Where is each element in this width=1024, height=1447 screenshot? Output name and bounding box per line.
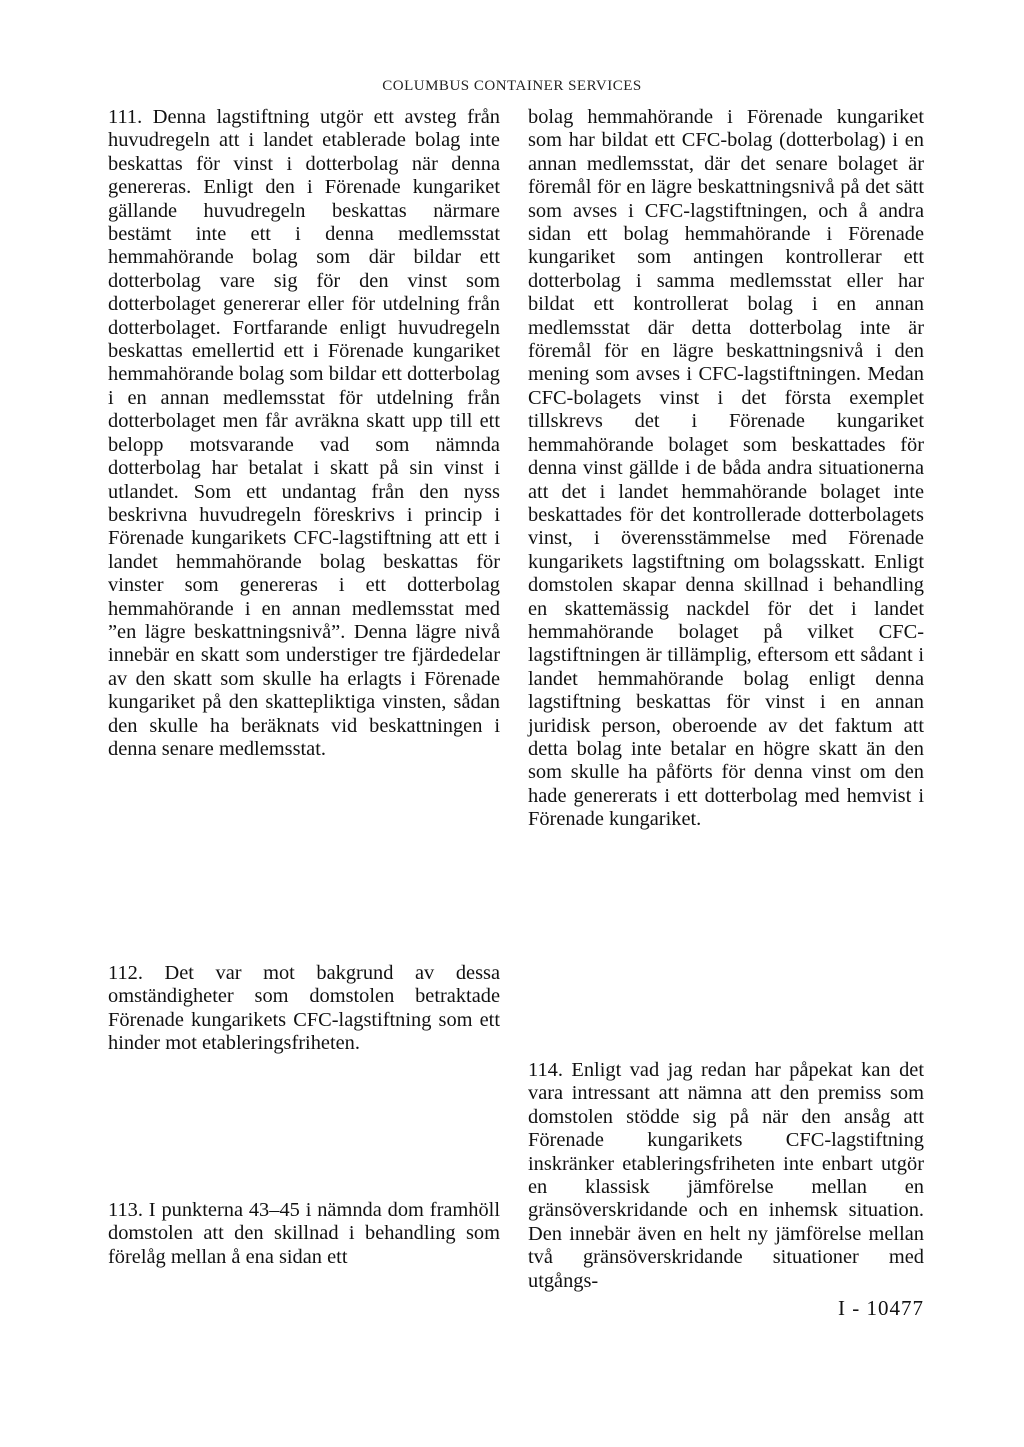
- running-header: COLUMBUS CONTAINER SERVICES: [382, 78, 642, 94]
- paragraph-112: 112. Det var mot bakgrund av dessa omständigheter som domstolen betraktade Förenade kungarikets CFC-lagstiftning som ett hinder mot etableringsfriheten.: [108, 962, 500, 1055]
- paragraph-114: 114. Enligt vad jag redan har påpekat kan det vara intressant att nämna att den premiss som domstolen stödde sig på när den ansåg att Förenade kungarikets CFC-lagstiftning inskränker etableringsfriheten inte enbart utgör en klassisk jämförelse mellan en gränsöverskridande och en inhemsk situation. Den innebär även en helt ny jämförelse mellan två gränsöverskridande situationer med utgångs-: [528, 1059, 924, 1292]
- paragraph-111: 111. Denna lagstiftning utgör ett avsteg från huvudregeln att i landet etablerade bolag inte beskattas för vinst i dotterbolag när denna genereras. Enligt den i Förenade kungariket gällande huvudregeln beskattas närmare bestämt inte ett i denna medlemsstat hemmahörande bolag som där bildar ett dotterbolag vare sig för den vinst som dotterbolaget genererar eller för utdelning från dotterbolaget. Fortfarande enligt huvudregeln beskattas emellertid ett i Förenade kungariket hemmahörande bolag som bildar ett dotterbolag i en annan medlemsstat för utdelning från dotterbolaget men får avräkna skatt upp till ett belopp motsvarande vad som nämnda dotterbolag har betalat i skatt på sin vinst i utlandet. Som ett undantag från den nyss beskrivna huvudregeln föreskrivs i princip i Förenade kungarikets CFC-lagstiftning att ett i landet hemmahörande bolag beskattas för vinster som genereras i ett dotterbolag hemmahörande i en annan medlemsstat med ”en lägre beskattningsnivå”. Denna lägre nivå innebär en skatt som understiger tre fjärdedelar av den skatt som skulle ha erlagts i Förenade kungariket på den skattepliktiga vinsten, sådan den skulle ha beräknats vid beskattningen i denna senare medlemsstat.: [108, 106, 500, 760]
- paragraph-113: 113. I punkterna 43–45 i nämnda dom framhöll domstolen att den skillnad i behandling som förelåg mellan å ena sidan ett: [108, 1199, 500, 1268]
- page-number: I - 10477: [838, 1296, 924, 1320]
- paragraph-113-continued: bolag hemmahörande i Förenade kungariket som har bildat ett CFC-bolag (dotterbolag) i en annan medlemsstat, där det senare bolaget är föremål för en lägre beskattningsnivå på det sätt som avses i CFC-lagstiftningen, och å andra sidan ett bolag hemmahörande i Förenade kungariket som antingen kontrollerar ett dotterbolag i samma medlemsstat eller har bildat ett kontrollerat bolag i en annan medlemsstat där detta dotterbolag inte är föremål för en lägre beskattningsnivå i den mening som avses i CFC-lagstiftningen. Medan CFC-bolagets vinst i det första exemplet tillskrevs det i Förenade kungariket hemmahörande bolaget som beskattades för denna vinst gällde i de båda andra situationerna att det i landet hemmahörande bolaget inte beskattades för det kontrollerade dotterbolagets vinst, i överensstämmelse med Förenade kungarikets lagstiftning om bolagsskatt. Enligt domstolen skapar denna skillnad i behandling en skattemässig nackdel för det i landet hemmahörande bolaget på vilket CFC-lagstiftningen är tillämplig, eftersom ett sådant i landet hemmahörande bolag enligt denna lagstiftning beskattas för vinst i en annan juridisk person, oberoende av det faktum att detta bolag inte betalar en högre skatt än den som skulle ha påförts för denna vinst om den hade genererats i ett dotterbolag med hemvist i Förenade kungariket.: [528, 106, 924, 831]
